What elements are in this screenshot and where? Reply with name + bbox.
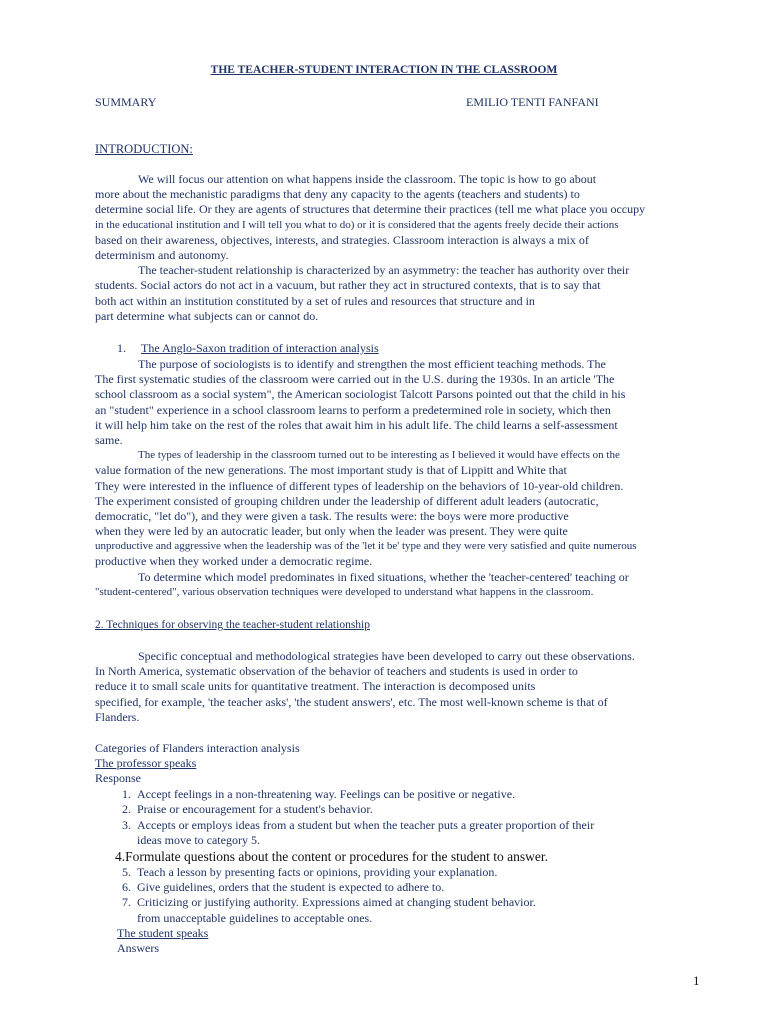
text-line: Flanders. bbox=[95, 709, 140, 724]
text-line: value formation of the new generations. The most important study is that of Lippitt and White that bbox=[95, 463, 567, 478]
list-item: 7. Criticizing or justifying authority. Expressions aimed at changing student behavior. bbox=[122, 895, 536, 910]
text-line: reduce it to small scale units for quantitative treatment. The interaction is decomposed units bbox=[95, 679, 536, 694]
text-line: The first systematic studies of the classroom were carried out in the U.S. during the 1930s. In an article 'The bbox=[95, 372, 615, 387]
text-line: it will help him take on the rest of the roles that await him in his adult life. The child learns a self-assessment bbox=[95, 417, 618, 432]
text-line: In North America, systematic observation of the behavior of teachers and students is used in order to bbox=[95, 664, 578, 679]
text-line: democratic, "let do"), and they were given a task. The results were: the boys were more productive bbox=[95, 508, 569, 523]
introduction-heading: INTRODUCTION: bbox=[95, 142, 193, 156]
text-line: "student-centered", various observation techniques were developed to understand what happens in the classroom. bbox=[95, 585, 594, 598]
answers-label: Answers bbox=[117, 941, 159, 956]
section-title: The Anglo-Saxon tradition of interaction analysis bbox=[141, 341, 379, 355]
text-line: The teacher-student relationship is characterized by an asymmetry: the teacher has authority over their bbox=[138, 263, 630, 278]
text-line: part determine what subjects can or cannot do. bbox=[95, 308, 319, 323]
section-1-body bbox=[95, 357, 695, 600]
text-line: when they were led by an autocratic leader, but only when the leader was present. They were quite bbox=[95, 524, 568, 539]
list-item: ideas move to category 5. bbox=[137, 833, 260, 848]
introduction-body bbox=[95, 172, 695, 324]
list-item: 2. Praise or encouragement for a student's behavior. bbox=[122, 802, 373, 817]
text-line: both act within an institution constituted by a set of rules and resources that structure and in bbox=[95, 293, 535, 308]
text-line: in the educational institution and I will tell you what to do) or it is considered that the agents freely decide their actions bbox=[95, 218, 619, 231]
response-label: Response bbox=[95, 771, 141, 786]
page-number: 1 bbox=[693, 973, 700, 988]
flanders-categories-label: Categories of Flanders interaction analysis bbox=[95, 741, 300, 755]
list-item: 3. Accepts or employs ideas from a student but when the teacher puts a greater proportion of their bbox=[122, 817, 595, 832]
author-name: EMILIO TENTI FANFANI bbox=[466, 95, 599, 109]
flanders-header bbox=[95, 741, 695, 787]
text-line: We will focus our attention on what happens inside the classroom. The topic is how to go about bbox=[138, 172, 597, 186]
text-line: They were interested in the influence of different types of leadership on the behaviors of 10-year-old children. bbox=[95, 478, 624, 493]
section-2-heading: 2. Techniques for observing the teacher-student relationship bbox=[95, 619, 370, 631]
flanders-list bbox=[95, 787, 767, 926]
list-item: 1. Accept feelings in a non-threatening way. Feelings can be positive or negative. bbox=[122, 787, 516, 801]
list-item: 6. Give guidelines, orders that the student is expected to adhere to. bbox=[122, 879, 445, 894]
text-line: determinism and autonomy. bbox=[95, 247, 229, 262]
list-item: from unacceptable guidelines to acceptable ones. bbox=[137, 910, 373, 925]
text-line: The purpose of sociologists is to identify and strengthen the most efficient teaching methods. The bbox=[138, 357, 606, 371]
text-line: an "student" experience in a school classroom learns to perform a predetermined role in society, which then bbox=[95, 402, 611, 417]
list-item: 5. Teach a lesson by presenting facts or opinions, providing your explanation. bbox=[122, 864, 498, 879]
text-line: productive when they worked under a democratic regime. bbox=[95, 554, 373, 569]
summary-label: SUMMARY bbox=[95, 95, 157, 109]
text-line: same. bbox=[95, 432, 123, 447]
section-1-heading bbox=[95, 341, 695, 356]
text-line: The experiment consisted of grouping children under the leadership of different adult leaders (autocratic, bbox=[95, 493, 599, 508]
text-line: unproductive and aggressive when the leadership was of the 'let it be' type and they were very satisfied and quite numerous bbox=[95, 540, 637, 553]
professor-speaks-label: The professor speaks bbox=[95, 756, 197, 771]
list-item: 4.Formulate questions about the content or procedures for the student to answer. bbox=[115, 848, 549, 864]
section-number: 1. bbox=[117, 341, 126, 355]
student-section bbox=[117, 926, 717, 956]
text-line: The types of leadership in the classroom turned out to be interesting as I believed it would have effects on the bbox=[138, 449, 620, 462]
student-speaks-label: The student speaks bbox=[117, 926, 209, 940]
document-title: THE TEACHER-STUDENT INTERACTION IN THE CLASSROOM bbox=[210, 64, 558, 76]
section-2-body bbox=[95, 649, 695, 725]
text-line: To determine which model predominates in fixed situations, whether the 'teacher-centered' teaching or bbox=[138, 569, 629, 584]
text-line: specified, for example, 'the teacher asks', 'the student answers', etc. The most well-known scheme is that of bbox=[95, 694, 608, 709]
text-line: more about the mechanistic paradigms that deny any capacity to the agents (teachers and students) to bbox=[95, 187, 580, 202]
text-line: Specific conceptual and methodological strategies have been developed to carry out these observations. bbox=[138, 649, 635, 663]
text-line: based on their awareness, objectives, interests, and strategies. Classroom interaction is always a mix of bbox=[95, 232, 589, 247]
text-line: determine social life. Or they are agents of structures that determine their practices (tell me what place you occupy bbox=[95, 202, 646, 217]
text-line: students. Social actors do not act in a vacuum, but rather they act in structured contexts, that is to say that bbox=[95, 278, 601, 293]
text-line: school classroom as a social system", the American sociologist Talcott Parsons pointed out that the child in his bbox=[95, 387, 626, 402]
